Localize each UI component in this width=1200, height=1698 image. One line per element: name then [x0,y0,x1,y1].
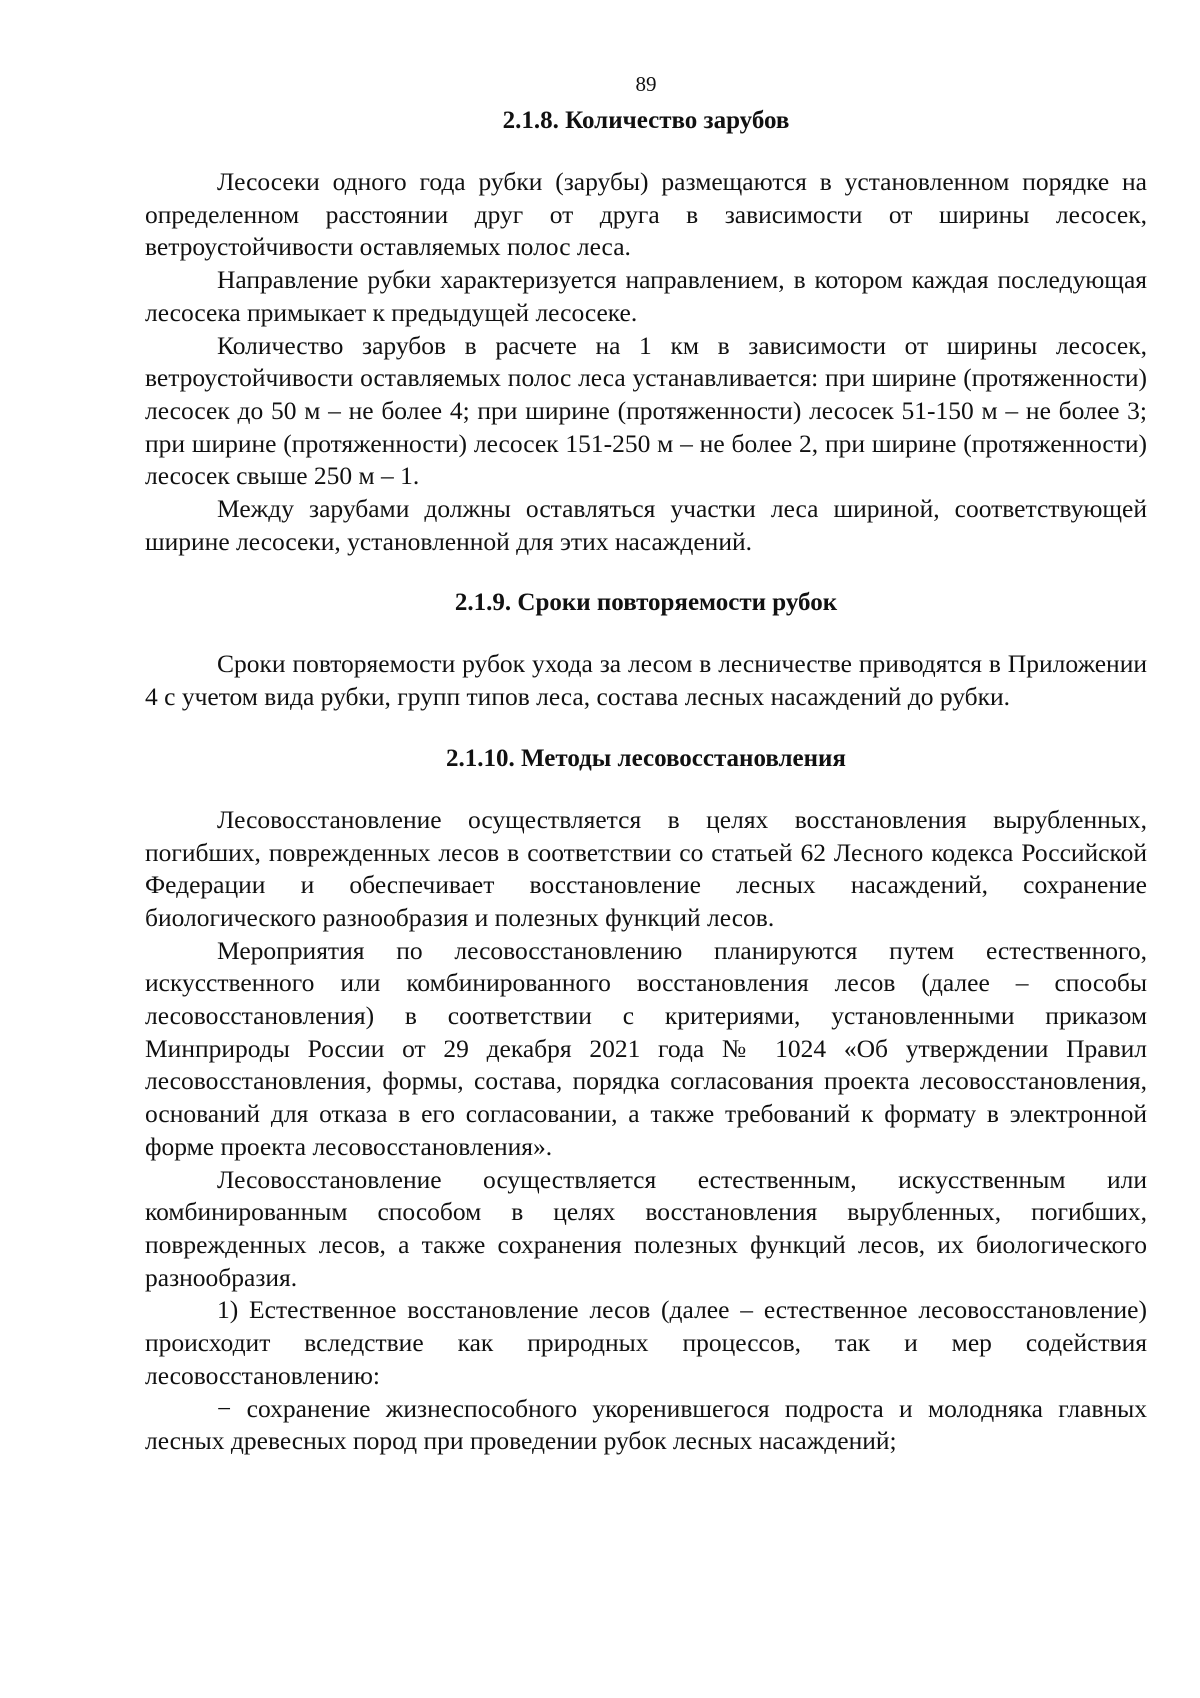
paragraph: Лесосеки одного года рубки (зарубы) размещаются в установленном порядке на определенном расстоянии друг от друга в зависимости от ширины лесосек, ветроустойчивости оставляемых полос леса. [145,167,1147,262]
paragraph: Лесовосстановление осуществляется естественным, искусственным или комбинированным способом в целях восстановления вырубленных, погибших, поврежденных лесов, а также сохранения полезных функций лесов, их биологического разнообразия. [145,1164,1147,1292]
section-heading-cuttings-count: 2.1.8. Количество зарубов [502,107,790,134]
section-heading-cutting-periods: 2.1.9. Сроки повторяемости рубок [454,589,838,617]
section-heading-reforestation-methods: 2.1.10. Методы лесовосстановления [446,744,846,772]
paragraph: Количество зарубов в расчете на 1 км в зависимости от ширины лесосек, ветроустойчивости оставляемых полос леса устанавливается: при ширине (протяженности) лесосек до 50 м – не более 4; при ширине (протяженности) лесосек 51-150 м – не более 3; при ширине (протяженности) лесосек 151-250 м – не более 2, при ширине (протяженности) лесосек свыше 250 м – 1. [145,330,1147,491]
bullet-paragraph: − сохранение жизнеспособного укоренившегося подроста и молодняка главных лесных древесных пород при проведении рубок лесных насаждений; [145,1393,1147,1456]
list-item-paragraph: 1) Естественное восстановление лесов (далее – естественное лесовосстановление) происходит вследствие как природных процессов, так и мер содействия лесовосстановлению: [145,1295,1147,1390]
paragraph: Между зарубами должны оставляться участки леса шириной, соответствующей ширине лесосеки, установленной для этих насаждений. [145,494,1147,556]
paragraph: Мероприятия по лесовосстановлению планируются путем естественного, искусственного или комбинированного восстановления лесов (далее – способы лесовосстановления) в соответствии с критериями, установленными приказом Минприроды России от 29 декабря 2021 года № 1024 «Об утверждении Правил лесовосстановления, формы, состава, порядка согласования проекта лесовосстановления, оснований для отказа в его согласовании, а также требований к формату в электронной форме проекта лесовосстановления». [145,935,1147,1161]
document-page [145,72,1147,1458]
page-number: 89 [635,72,657,96]
paragraph: Лесовосстановление осуществляется в целях восстановления вырубленных, погибших, поврежденных лесов в соответствии со статьей 62 Лесного кодекса Российской Федерации и обеспечивает восстановление лесных насаждений, сохранение биологического разнообразия и полезных функций лесов. [145,804,1147,932]
paragraph: Сроки повторяемости рубок ухода за лесом в лесничестве приводятся в Приложении 4 с учетом вида рубки, групп типов леса, состава лесных насаждений до рубки. [145,649,1147,712]
paragraph: Направление рубки характеризуется направлением, в котором каждая последующая лесосека примыкает к предыдущей лесосеке. [145,265,1147,327]
